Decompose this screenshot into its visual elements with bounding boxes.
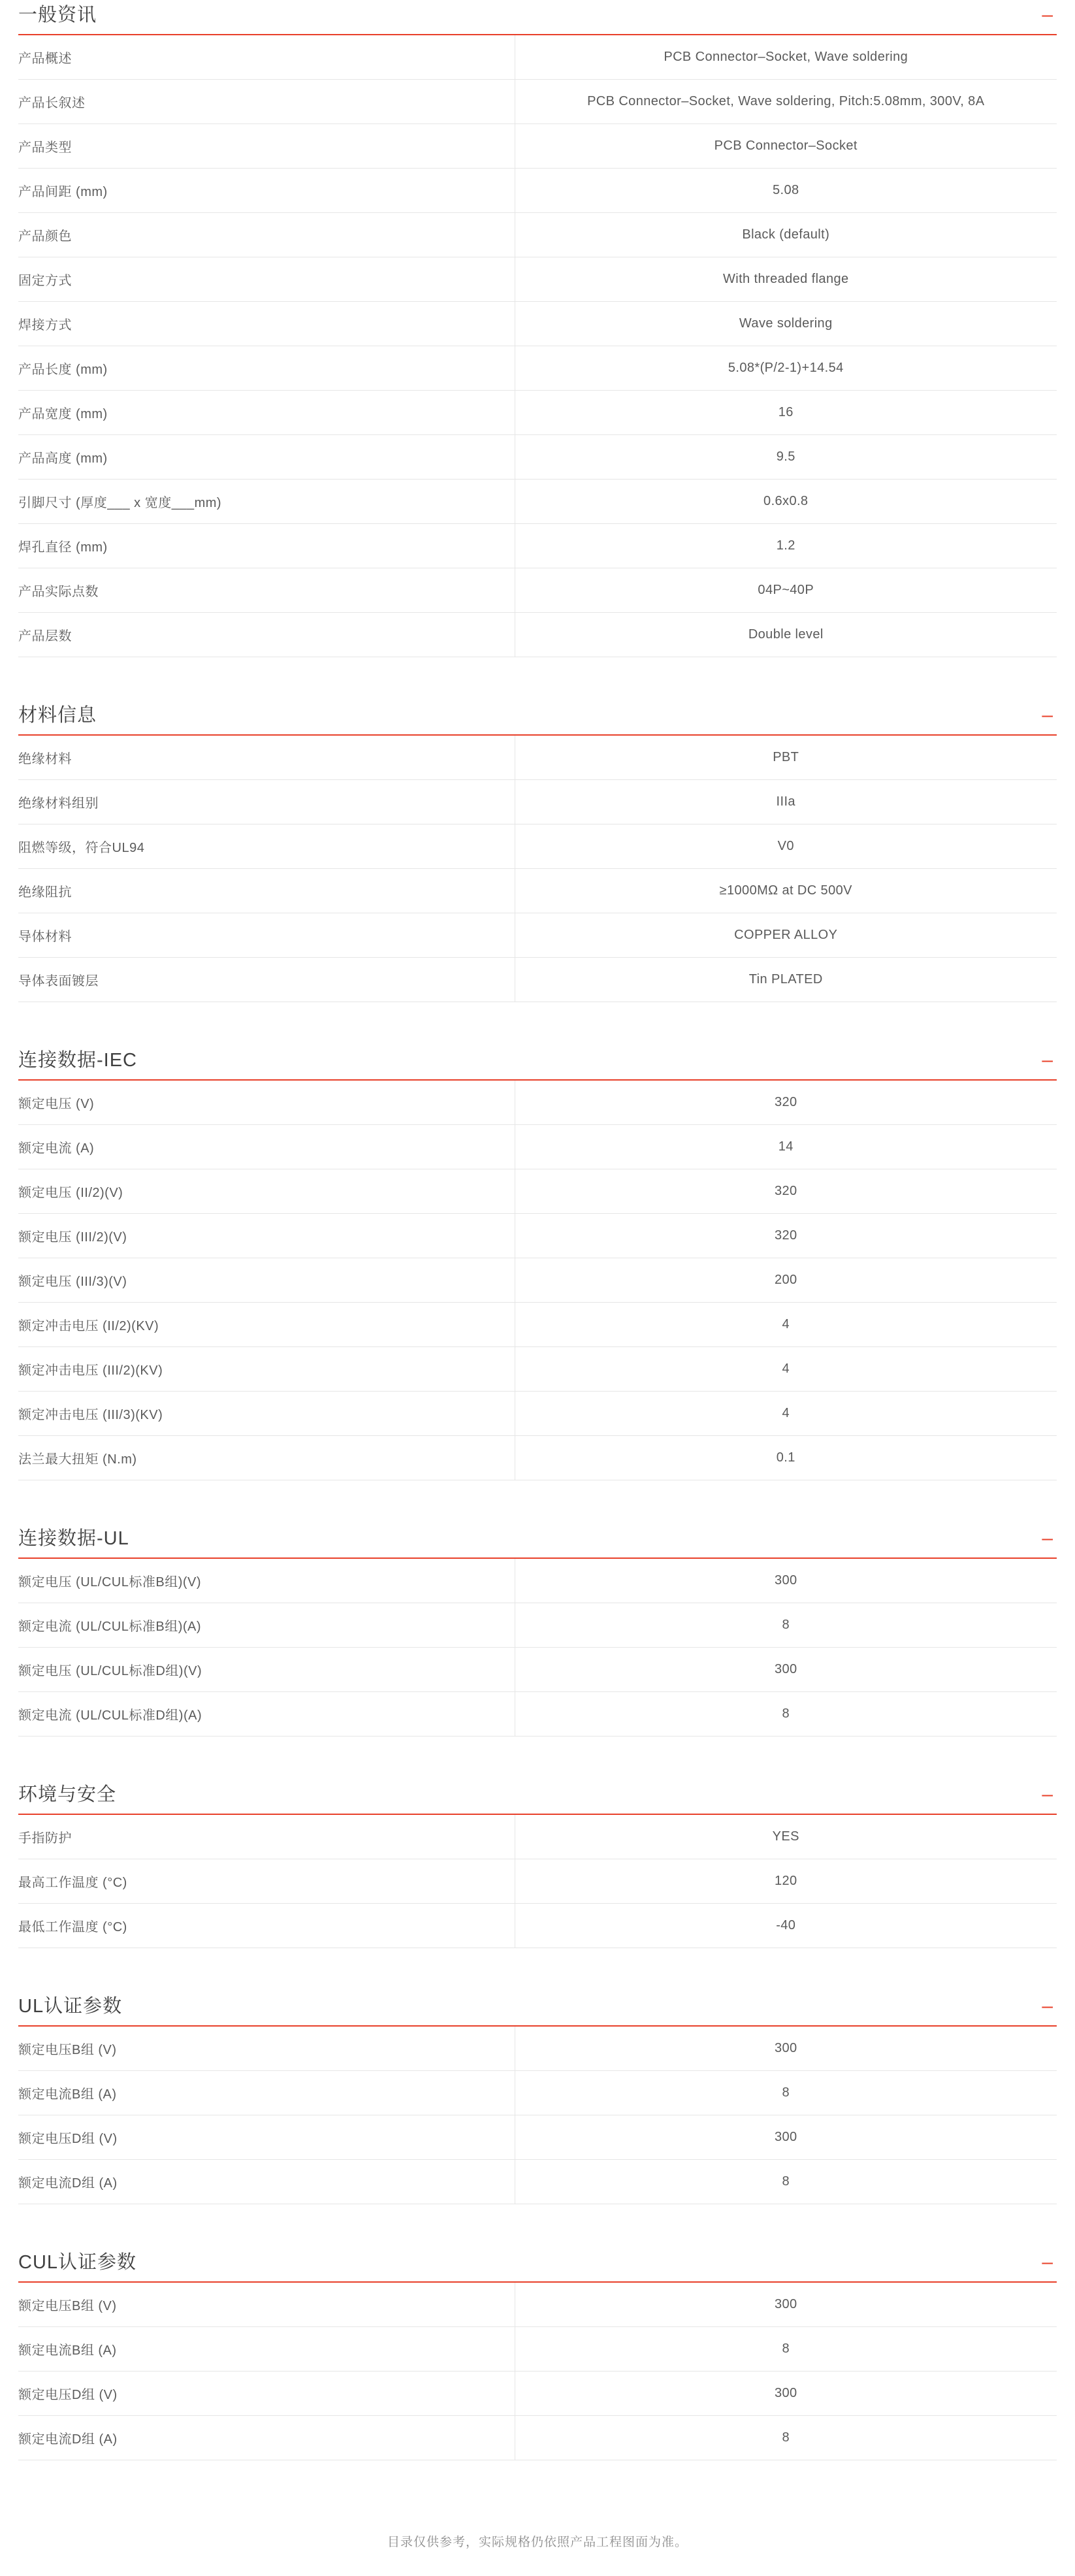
section-title: UL认证参数 [18, 1996, 123, 2017]
section-title: 材料信息 [18, 705, 97, 726]
spec-value: V0 [777, 839, 794, 853]
spec-label: 产品长度 (mm) [18, 346, 515, 391]
table-row [18, 1081, 1057, 1125]
spec-label: 额定电流 (UL/CUL标准B组)(A) [18, 1603, 515, 1648]
table-row [18, 1692, 1057, 1736]
table-row [18, 1392, 1057, 1436]
table-row [18, 736, 1057, 780]
section-title: 环境与安全 [18, 1784, 117, 1805]
table-row [18, 1559, 1057, 1603]
table-row [18, 2416, 1057, 2460]
spec-value: 4 [782, 1317, 790, 1331]
spec-value: 320 [774, 1228, 797, 1243]
spec-value: 8 [782, 2174, 790, 2189]
spec-label: 额定电压 (UL/CUL标准B组)(V) [18, 1559, 515, 1603]
section-header [18, 2253, 1057, 2283]
section-header [18, 1529, 1057, 1559]
spec-value: Black (default) [742, 227, 830, 242]
spec-section [18, 5, 1057, 657]
table-row [18, 2071, 1057, 2115]
collapse-minus-icon[interactable]: – [1042, 704, 1053, 726]
spec-value: 4 [782, 1361, 790, 1376]
spec-value: 8 [782, 2085, 790, 2100]
table-row [18, 1648, 1057, 1692]
table-row [18, 613, 1057, 657]
spec-section [18, 706, 1057, 1002]
spec-label: 产品概述 [18, 35, 515, 80]
table-row [18, 480, 1057, 524]
spec-label: 产品颜色 [18, 213, 515, 257]
section-header [18, 5, 1057, 35]
table-row [18, 169, 1057, 213]
table-row [18, 1859, 1057, 1904]
section-header [18, 1785, 1057, 1815]
spec-label: 额定电压D组 (V) [18, 2372, 515, 2416]
table-row [18, 958, 1057, 1002]
spec-label: 焊接方式 [18, 302, 515, 346]
spec-label: 产品间距 (mm) [18, 169, 515, 213]
spec-sections [18, 5, 1057, 2460]
spec-value: ≥1000MΩ at DC 500V [719, 883, 852, 898]
table-row [18, 391, 1057, 435]
table-row [18, 302, 1057, 346]
collapse-minus-icon[interactable]: – [1042, 2251, 1053, 2273]
spec-label: 固定方式 [18, 257, 515, 302]
spec-label: 引脚尺寸 (厚度___ x 宽度___mm) [18, 480, 515, 524]
table-row [18, 2327, 1057, 2372]
spec-label: 额定冲击电压 (III/2)(KV) [18, 1347, 515, 1392]
table-row [18, 1436, 1057, 1480]
table-row [18, 1603, 1057, 1648]
spec-value: 300 [774, 2386, 797, 2400]
spec-value: PCB Connector–Socket, Wave soldering, Pitch:5.08mm, 300V, 8A [587, 94, 985, 108]
spec-label: 焊孔直径 (mm) [18, 524, 515, 568]
table-row [18, 2160, 1057, 2204]
table-row [18, 35, 1057, 80]
spec-label: 额定电流 (A) [18, 1125, 515, 1169]
spec-label: 产品长叙述 [18, 80, 515, 124]
spec-label: 额定冲击电压 (III/3)(KV) [18, 1392, 515, 1436]
spec-value: 300 [774, 1662, 797, 1676]
table-row [18, 2372, 1057, 2416]
spec-value: PCB Connector–Socket, Wave soldering [664, 50, 908, 64]
spec-value: 8 [782, 1706, 790, 1721]
table-row [18, 2115, 1057, 2160]
spec-value: 8 [782, 1618, 790, 1632]
section-title: 连接数据-IEC [18, 1050, 138, 1071]
spec-value: IIIa [776, 794, 795, 809]
table-row [18, 257, 1057, 302]
spec-value: 320 [774, 1095, 797, 1109]
spec-table [18, 736, 1057, 1002]
table-row [18, 80, 1057, 124]
collapse-minus-icon[interactable]: – [1042, 4, 1053, 25]
spec-value: PBT [773, 750, 799, 764]
spec-table [18, 1081, 1057, 1480]
table-row [18, 346, 1057, 391]
spec-label: 额定电压 (V) [18, 1081, 515, 1125]
spec-value: 04P~40P [758, 583, 814, 597]
spec-value: COPPER ALLOY [734, 928, 838, 942]
spec-value: YES [772, 1829, 799, 1844]
spec-value: 300 [774, 1573, 797, 1588]
spec-label: 额定冲击电压 (II/2)(KV) [18, 1303, 515, 1347]
spec-value: PCB Connector–Socket [714, 139, 858, 153]
spec-label: 产品层数 [18, 613, 515, 657]
table-row [18, 1169, 1057, 1214]
spec-label: 额定电流B组 (A) [18, 2327, 515, 2372]
spec-value: 0.6x0.8 [763, 494, 809, 508]
spec-section [18, 1785, 1057, 1948]
collapse-minus-icon[interactable]: – [1042, 1049, 1053, 1071]
spec-value: 14 [778, 1139, 794, 1154]
spec-table [18, 35, 1057, 657]
table-row [18, 824, 1057, 869]
spec-label: 最高工作温度 (°C) [18, 1859, 515, 1904]
table-row [18, 1303, 1057, 1347]
spec-label: 额定电压 (III/3)(V) [18, 1258, 515, 1303]
table-row [18, 1214, 1057, 1258]
spec-label: 额定电压B组 (V) [18, 2027, 515, 2071]
spec-value: 0.1 [776, 1450, 795, 1465]
section-title: CUL认证参数 [18, 2252, 137, 2273]
table-row [18, 435, 1057, 480]
spec-value: 120 [774, 1874, 797, 1888]
section-header [18, 1997, 1057, 2027]
collapse-minus-icon[interactable]: – [1042, 1527, 1053, 1549]
spec-value: 200 [774, 1273, 797, 1287]
spec-label: 额定电流B组 (A) [18, 2071, 515, 2115]
spec-label: 额定电流 (UL/CUL标准D组)(A) [18, 1692, 515, 1736]
table-row [18, 2027, 1057, 2071]
spec-label: 手指防护 [18, 1815, 515, 1859]
spec-label: 最低工作温度 (°C) [18, 1904, 515, 1948]
collapse-minus-icon[interactable]: – [1042, 1784, 1053, 1805]
spec-table [18, 2283, 1057, 2460]
spec-label: 额定电压 (II/2)(V) [18, 1169, 515, 1214]
spec-label: 绝缘阻抗 [18, 869, 515, 913]
table-row [18, 1347, 1057, 1392]
spec-value: Double level [748, 627, 824, 642]
spec-value: 300 [774, 2130, 797, 2144]
spec-label: 绝缘材料 [18, 736, 515, 780]
spec-section [18, 1997, 1057, 2204]
spec-label: 导体材料 [18, 913, 515, 958]
spec-value: 16 [778, 405, 794, 419]
spec-table [18, 2027, 1057, 2204]
spec-value: 8 [782, 2430, 790, 2445]
table-row [18, 913, 1057, 958]
collapse-minus-icon[interactable]: – [1042, 1995, 1053, 2017]
table-row [18, 780, 1057, 824]
spec-label: 额定电流D组 (A) [18, 2160, 515, 2204]
section-header [18, 706, 1057, 736]
spec-label: 产品类型 [18, 124, 515, 169]
spec-value: 5.08*(P/2-1)+14.54 [728, 361, 844, 375]
spec-section [18, 1529, 1057, 1736]
spec-value: 300 [774, 2041, 797, 2055]
spec-label: 额定电压 (III/2)(V) [18, 1214, 515, 1258]
spec-label: 绝缘材料组别 [18, 780, 515, 824]
spec-section [18, 2253, 1057, 2460]
section-title: 一般资讯 [18, 5, 97, 25]
spec-value: 300 [774, 2297, 797, 2311]
spec-value: With threaded flange [722, 272, 849, 286]
table-row [18, 524, 1057, 568]
spec-label: 额定电流D组 (A) [18, 2416, 515, 2460]
spec-label: 额定电压D组 (V) [18, 2115, 515, 2160]
spec-label: 法兰最大扭矩 (N.m) [18, 1436, 515, 1480]
spec-label: 额定电压B组 (V) [18, 2283, 515, 2327]
spec-value: 4 [782, 1406, 790, 1420]
section-header [18, 1051, 1057, 1081]
spec-value: Wave soldering [739, 316, 833, 331]
spec-table [18, 1815, 1057, 1948]
spec-label: 产品实际点数 [18, 568, 515, 613]
spec-value: 5.08 [772, 183, 799, 197]
table-row [18, 213, 1057, 257]
spec-label: 导体表面镀层 [18, 958, 515, 1002]
spec-section [18, 1051, 1057, 1480]
spec-label: 产品宽度 (mm) [18, 391, 515, 435]
spec-label: 额定电压 (UL/CUL标准D组)(V) [18, 1648, 515, 1692]
table-row [18, 568, 1057, 613]
spec-label: 产品高度 (mm) [18, 435, 515, 480]
table-row [18, 124, 1057, 169]
footer-disclaimer: 目录仅供参考，实际规格仍依照产品工程图面为准。 [387, 2535, 688, 2549]
spec-value: Tin PLATED [748, 972, 823, 986]
table-row [18, 869, 1057, 913]
spec-value: 9.5 [776, 449, 795, 464]
spec-value: 8 [782, 2341, 790, 2356]
spec-table [18, 1559, 1057, 1736]
table-row [18, 1815, 1057, 1859]
table-row [18, 1125, 1057, 1169]
spec-sheet-page [0, 5, 1075, 2576]
table-row [18, 1904, 1057, 1948]
spec-value: -40 [776, 1918, 796, 1932]
table-row [18, 2283, 1057, 2327]
spec-value: 320 [774, 1184, 797, 1198]
section-title: 连接数据-UL [18, 1528, 129, 1549]
spec-label: 阻燃等级，符合UL94 [18, 824, 515, 869]
spec-value: 1.2 [776, 538, 795, 553]
table-row [18, 1258, 1057, 1303]
